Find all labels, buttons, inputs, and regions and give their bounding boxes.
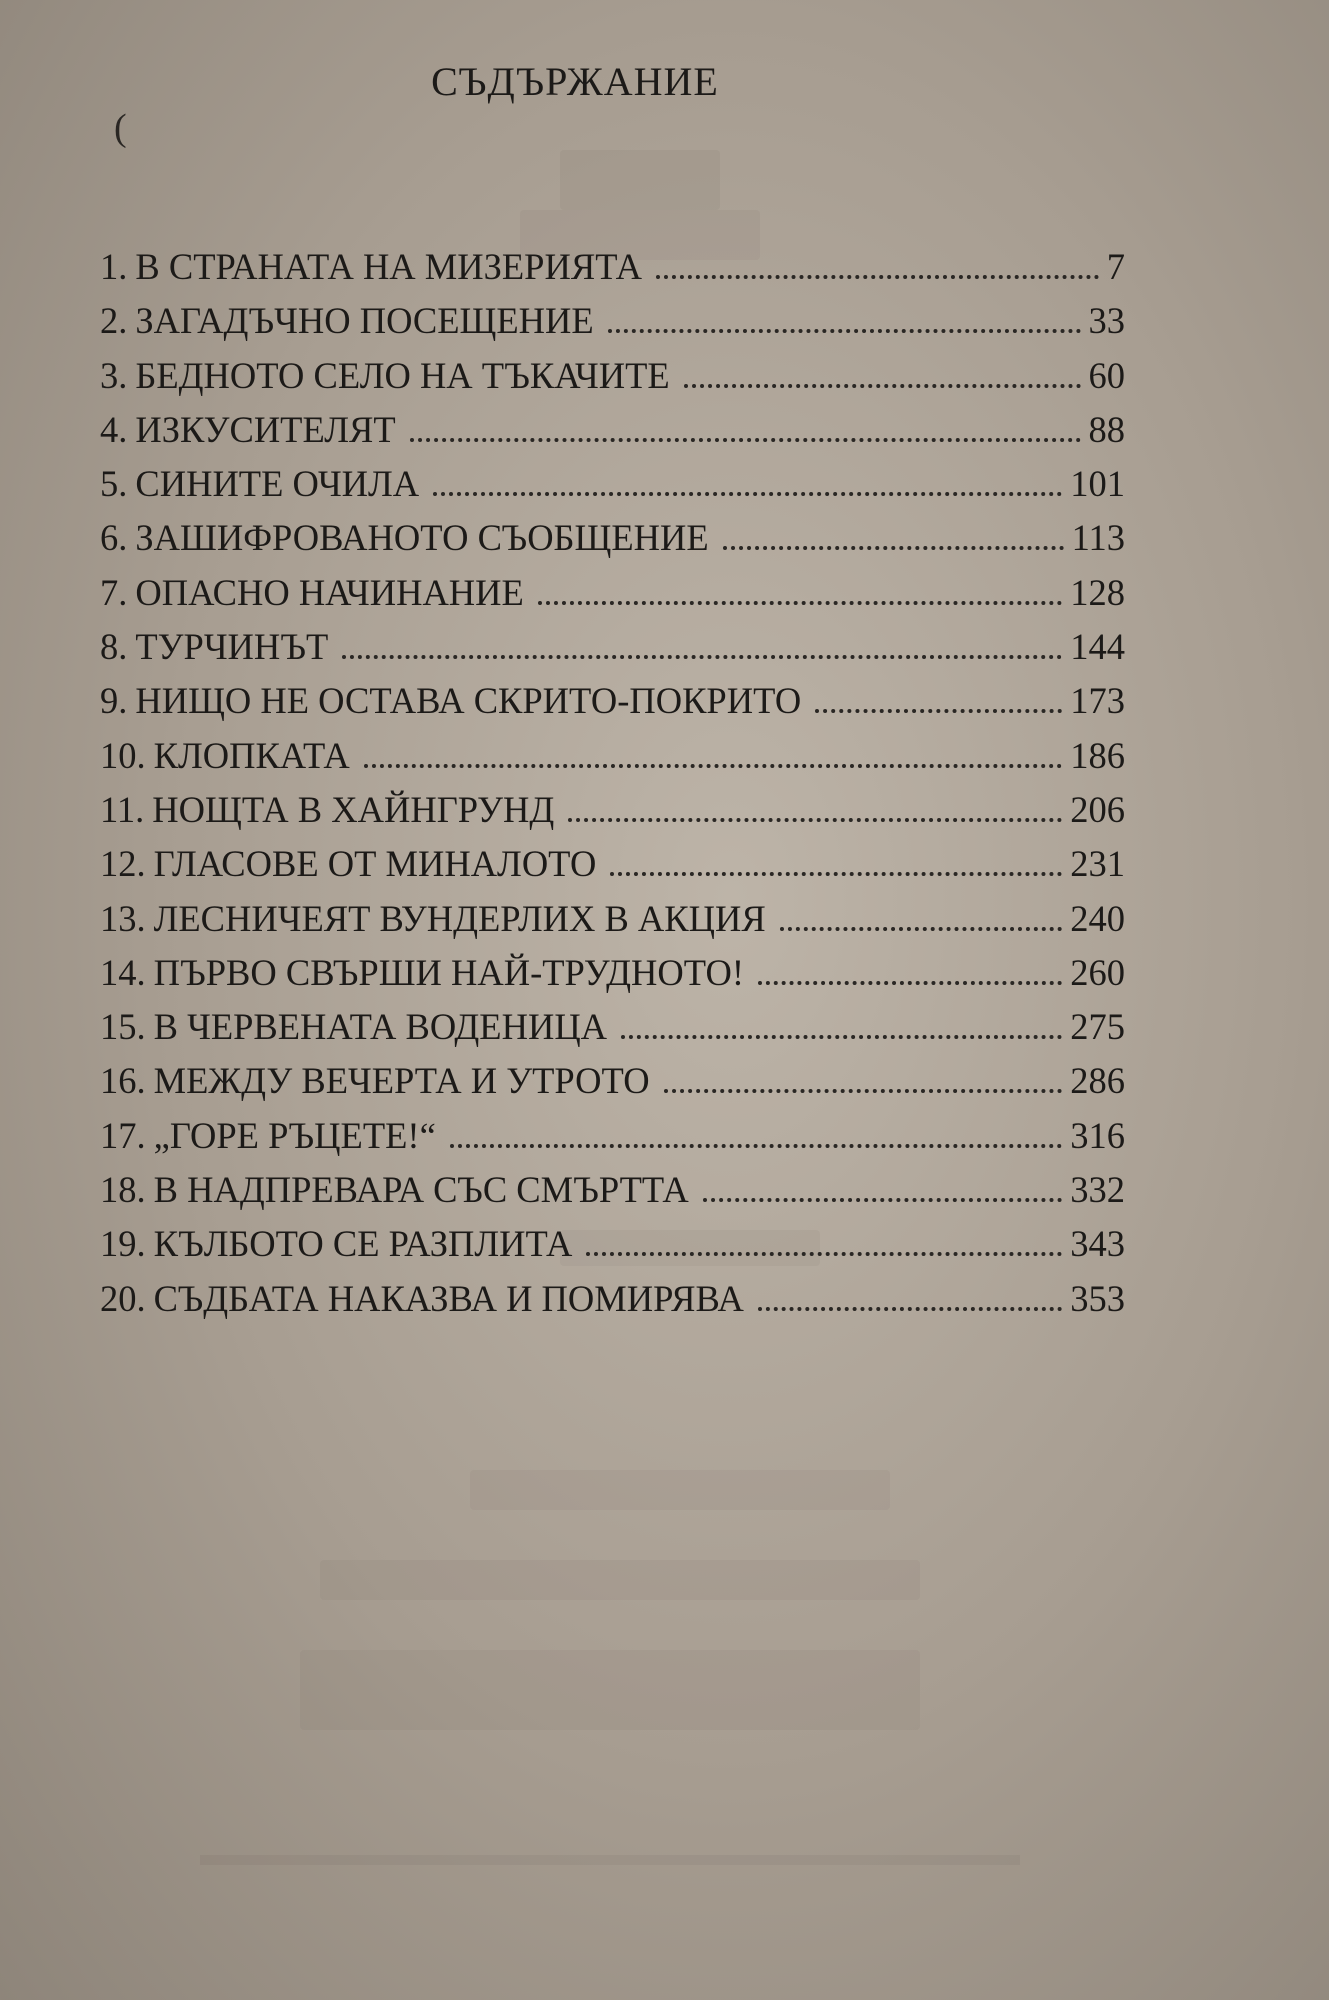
toc-entry xyxy=(100,1054,1125,1108)
toc-entry-title: СЪДБАТА НАКАЗВА И ПОМИРЯВА xyxy=(153,1277,744,1319)
toc-dot-leader xyxy=(758,981,1062,985)
toc-dot-leader xyxy=(450,1144,1062,1148)
toc-entry-page: 240 xyxy=(1070,897,1125,939)
toc-dot-leader xyxy=(684,384,1081,388)
toc-entry xyxy=(100,511,1125,565)
toc-entry xyxy=(100,783,1125,837)
toc-entry-number: 18. xyxy=(100,1169,146,1211)
toc-entry xyxy=(100,1272,1125,1326)
toc-entry-page: 231 xyxy=(1070,843,1125,885)
toc-entry-title: ИЗКУСИТЕЛЯТ xyxy=(135,408,396,450)
toc-entry-number: 15. xyxy=(100,1006,146,1048)
bleed-through-texture xyxy=(200,1855,1020,1865)
bleed-through-texture xyxy=(300,1650,920,1730)
toc-entry-title: В ЧЕРВЕНАТА ВОДЕНИЦА xyxy=(153,1006,608,1048)
toc-dot-leader xyxy=(664,1089,1063,1093)
toc-entry xyxy=(100,1217,1125,1271)
toc-entry-page: 88 xyxy=(1088,408,1125,450)
toc-entry-page: 144 xyxy=(1070,626,1125,668)
toc-entry-page: 186 xyxy=(1070,734,1125,776)
toc-entry-number: 4. xyxy=(100,408,128,450)
toc-entry xyxy=(100,294,1125,348)
bleed-through-texture xyxy=(320,1560,920,1600)
toc-dot-leader xyxy=(703,1198,1063,1202)
toc-entry-page: 332 xyxy=(1070,1169,1125,1211)
toc-entry-title: НОЩТА В ХАЙНГРУНД xyxy=(152,788,555,830)
toc-entry-title: ОПАСНО НАЧИНАНИЕ xyxy=(135,571,524,613)
toc-entry-page: 343 xyxy=(1070,1223,1125,1265)
toc-dot-leader xyxy=(608,329,1081,333)
toc-entry-number: 2. xyxy=(100,300,128,342)
toc-dot-leader xyxy=(621,1035,1062,1039)
toc-entry-title: ЗАШИФРОВАНОТО СЪОБЩЕНИЕ xyxy=(135,517,709,559)
toc-entry-number: 11. xyxy=(100,788,145,830)
toc-entry-page: 206 xyxy=(1070,788,1125,830)
toc-entry-title: ГЛАСОВЕ ОТ МИНАЛОТО xyxy=(153,843,597,885)
toc-entry-page: 275 xyxy=(1070,1006,1125,1048)
toc-dot-leader xyxy=(364,764,1062,768)
toc-dot-leader xyxy=(342,655,1062,659)
toc-entry-title: В НАДПРЕВАРА СЪС СМЪРТТА xyxy=(153,1169,689,1211)
toc-entry-number: 14. xyxy=(100,951,146,993)
toc-entry-page: 316 xyxy=(1070,1114,1125,1156)
toc-entry-title: НИЩО НЕ ОСТАВА СКРИТО-ПОКРИТО xyxy=(135,680,802,722)
toc-entry-number: 16. xyxy=(100,1060,146,1102)
toc-entry-title: ЗАГАДЪЧНО ПОСЕЩЕНИЕ xyxy=(135,300,594,342)
toc-entry-page: 128 xyxy=(1070,571,1125,613)
toc-entry-page: 113 xyxy=(1071,517,1125,559)
toc-entry-page: 60 xyxy=(1088,354,1125,396)
toc-entry-title: ПЪРВО СВЪРШИ НАЙ-ТРУДНОТО! xyxy=(153,951,745,993)
toc-entry-number: 10. xyxy=(100,734,146,776)
toc-entry xyxy=(100,1109,1125,1163)
toc-entry-number: 9. xyxy=(100,680,128,722)
toc-dot-leader xyxy=(538,601,1062,605)
toc-entry-page: 260 xyxy=(1070,951,1125,993)
toc-dot-leader xyxy=(723,546,1064,550)
page-title: СЪДЪРЖАНИЕ xyxy=(431,59,719,104)
toc-entry-title: КЛОПКАТА xyxy=(153,734,350,776)
stray-mark: ( xyxy=(114,107,127,149)
toc-dot-leader xyxy=(568,818,1062,822)
toc-entry xyxy=(100,1000,1125,1054)
toc-entry-number: 1. xyxy=(100,246,128,287)
bleed-through-texture xyxy=(470,1470,890,1510)
toc-entry-number: 13. xyxy=(100,897,146,939)
toc-dot-leader xyxy=(433,492,1062,496)
toc-entry xyxy=(100,1163,1125,1217)
toc-entry xyxy=(100,729,1125,783)
toc-dot-leader xyxy=(815,709,1062,713)
toc-entry-number: 17. xyxy=(100,1114,146,1156)
bleed-through-texture xyxy=(560,150,720,210)
toc-entry xyxy=(100,837,1125,891)
table-of-contents xyxy=(100,240,1125,1326)
toc-dot-leader xyxy=(656,275,1099,279)
toc-entry xyxy=(100,946,1125,1000)
toc-entry xyxy=(100,566,1125,620)
toc-entry-page: 7 xyxy=(1106,246,1125,287)
toc-entry-number: 6. xyxy=(100,517,128,559)
toc-entry-number: 3. xyxy=(100,354,128,396)
toc-entry-page: 33 xyxy=(1088,300,1125,342)
toc-dot-leader xyxy=(758,1307,1062,1311)
toc-dot-leader xyxy=(410,438,1081,442)
toc-entry xyxy=(100,403,1125,457)
toc-entry-title: МЕЖДУ ВЕЧЕРТА И УТРОТО xyxy=(153,1060,650,1102)
toc-entry xyxy=(100,620,1125,674)
toc-entry-number: 5. xyxy=(100,463,128,505)
toc-dot-leader xyxy=(780,927,1063,931)
toc-entry-page: 101 xyxy=(1070,463,1125,505)
toc-entry xyxy=(100,674,1125,728)
toc-entry-page: 286 xyxy=(1070,1060,1125,1102)
toc-entry xyxy=(100,457,1125,511)
toc-entry-page: 173 xyxy=(1070,680,1125,722)
toc-entry-number: 20. xyxy=(100,1277,146,1319)
toc-entry-number: 19. xyxy=(100,1223,146,1265)
toc-entry-number: 12. xyxy=(100,843,146,885)
toc-dot-leader xyxy=(586,1252,1062,1256)
toc-entry xyxy=(100,240,1125,294)
toc-entry-title: БЕДНОТО СЕЛО НА ТЪКАЧИТЕ xyxy=(135,354,670,396)
toc-entry-title: КЪЛБОТО СЕ РАЗПЛИТА xyxy=(153,1223,573,1265)
toc-entry-number: 8. xyxy=(100,626,128,668)
toc-entry xyxy=(100,892,1125,946)
toc-entry-page: 353 xyxy=(1070,1277,1125,1319)
toc-entry xyxy=(100,349,1125,403)
toc-entry-title: В СТРАНАТА НА МИЗЕРИЯТА xyxy=(135,246,643,287)
toc-entry-number: 7. xyxy=(100,571,128,613)
toc-entry-title: „ГОРЕ РЪЦЕТЕ!“ xyxy=(153,1114,436,1156)
toc-entry-title: ЛЕСНИЧЕЯТ ВУНДЕРЛИХ В АКЦИЯ xyxy=(153,897,766,939)
toc-dot-leader xyxy=(610,872,1062,876)
toc-entry-title: СИНИТЕ ОЧИЛА xyxy=(135,463,420,505)
toc-entry-title: ТУРЧИНЪТ xyxy=(135,626,329,668)
